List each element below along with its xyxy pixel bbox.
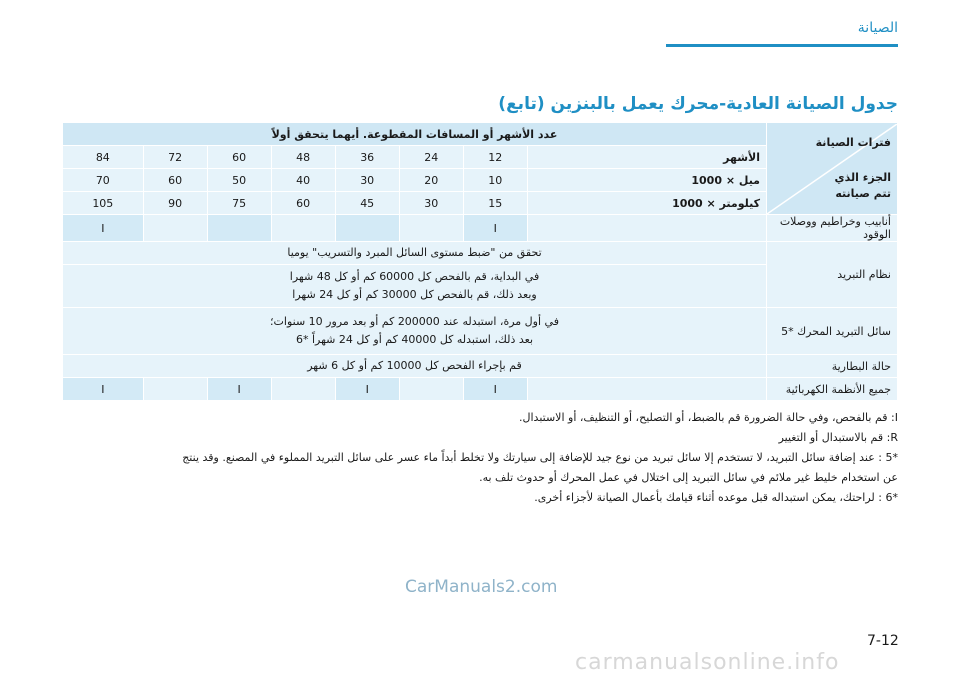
section-label: الصيانة xyxy=(857,20,898,36)
table-cell: I xyxy=(335,378,399,401)
table-cell xyxy=(143,215,207,242)
table-cell xyxy=(271,378,335,401)
table-cell: تحقق من "ضبط مستوى السائل المبرد والتسريب" يوميا xyxy=(63,242,767,265)
maintenance-table xyxy=(62,122,898,401)
note-line: عن استخدام خليط غير ملائم في سائل التبريد إلى اختلال في عمل المحرك أو حدوث تلف به. xyxy=(479,471,898,484)
watermark: CarManuals2.com xyxy=(405,577,558,597)
table-cell: 60 xyxy=(271,192,335,215)
table-cell: I xyxy=(63,215,144,242)
table-cell: 20 xyxy=(399,169,463,192)
note-line: *6 : لراحتك، يمكن استبداله قبل موعده أثناء قيامك بأعمال الصيانة لأجزاء أخرى. xyxy=(534,491,898,504)
row-label: نظام التبريد xyxy=(767,242,898,308)
table-cell: في أول مرة، استبدله عند 200000 كم أو بعد مرور 10 سنوات؛ بعد ذلك، استبدله كل 40000 كم أو كل 24 شهراً *6 xyxy=(63,308,767,355)
table-cell: 60 xyxy=(143,169,207,192)
table-cell: 30 xyxy=(335,169,399,192)
table-cell xyxy=(527,378,766,401)
table-row-fuel-lines xyxy=(63,215,898,242)
footer-watermark: carmanualsonline.info xyxy=(575,650,840,675)
table-cell: 45 xyxy=(335,192,399,215)
page-title: جدول الصيانة العادية-محرك يعمل بالبنزين (تابع) xyxy=(498,94,898,114)
table-cell xyxy=(399,215,463,242)
table-cell: 90 xyxy=(143,192,207,215)
note-line: *5 : عند إضافة سائل التبريد، لا تستخدم إلا سائل تبريد من نوع جيد للإضافة إلى سيارتك ولا تخلط أبداً ماء عسر على سائل التبريد المملوء في المصنع. وقد ينتج xyxy=(182,451,898,464)
note-line: I: قم بالفحص، وفي حالة الضرورة قم بالضبط، أو التصليح، أو التنظيف، أو الاستبدال. xyxy=(519,411,898,424)
table-cell: 48 xyxy=(271,146,335,169)
table-cell: I xyxy=(63,378,144,401)
corner-bottom-label: الجزء الذي تتم صيانته xyxy=(834,170,891,200)
row-label: كيلومتر × 1000 xyxy=(527,192,766,215)
table-header-row xyxy=(63,123,898,146)
row-label: سائل التبريد المحرك *5 xyxy=(767,308,898,355)
table-cell xyxy=(399,378,463,401)
table-cell: 60 xyxy=(207,146,271,169)
note-line: R: قم بالاستبدال أو التغيير xyxy=(778,431,898,444)
table-cell: 75 xyxy=(207,192,271,215)
row-label: حالة البطارية xyxy=(767,355,898,378)
table-cell: 10 xyxy=(463,169,527,192)
table-cell: 72 xyxy=(143,146,207,169)
table-cell: 105 xyxy=(63,192,144,215)
table-header-main: عدد الأشهر أو المسافات المقطوعة. أيهما يتحقق أولاً xyxy=(63,123,767,146)
table-cell: في البداية، قم بالفحص كل 60000 كم أو كل 48 شهرا وبعد ذلك، قم بالفحص كل 30000 كم أو كل 24 شهرا xyxy=(63,265,767,308)
table-cell: 36 xyxy=(335,146,399,169)
footnotes xyxy=(62,408,898,508)
table-cell xyxy=(207,215,271,242)
table-row-coolant xyxy=(63,308,898,355)
table-cell: قم بإجراء الفحص كل 10000 كم أو كل 6 شهر xyxy=(63,355,767,378)
table-cell: 15 xyxy=(463,192,527,215)
row-label: جميع الأنظمة الكهربائية xyxy=(767,378,898,401)
table-cell: 30 xyxy=(399,192,463,215)
table-cell xyxy=(271,215,335,242)
table-cell: I xyxy=(207,378,271,401)
table-cell: 12 xyxy=(463,146,527,169)
table-cell xyxy=(143,378,207,401)
table-cell xyxy=(527,215,766,242)
table-row-cooling-1 xyxy=(63,242,898,265)
section-rule xyxy=(666,44,898,47)
corner-top-label: فترات الصيانة xyxy=(815,135,891,149)
page-number: 7-12 xyxy=(867,633,899,649)
table-cell: 84 xyxy=(63,146,144,169)
table-row-electrical xyxy=(63,378,898,401)
table-cell: 50 xyxy=(207,169,271,192)
table-cell: I xyxy=(463,378,527,401)
table-cell: 24 xyxy=(399,146,463,169)
row-label: أنابيب وخراطيم ووصلات الوقود xyxy=(767,215,898,242)
table-cell xyxy=(335,215,399,242)
table-corner-cell xyxy=(767,123,898,215)
table-row-battery xyxy=(63,355,898,378)
row-label: ميل × 1000 xyxy=(527,169,766,192)
row-label: الأشهر xyxy=(527,146,766,169)
table-cell: I xyxy=(463,215,527,242)
table-cell: 40 xyxy=(271,169,335,192)
table-cell: 70 xyxy=(63,169,144,192)
